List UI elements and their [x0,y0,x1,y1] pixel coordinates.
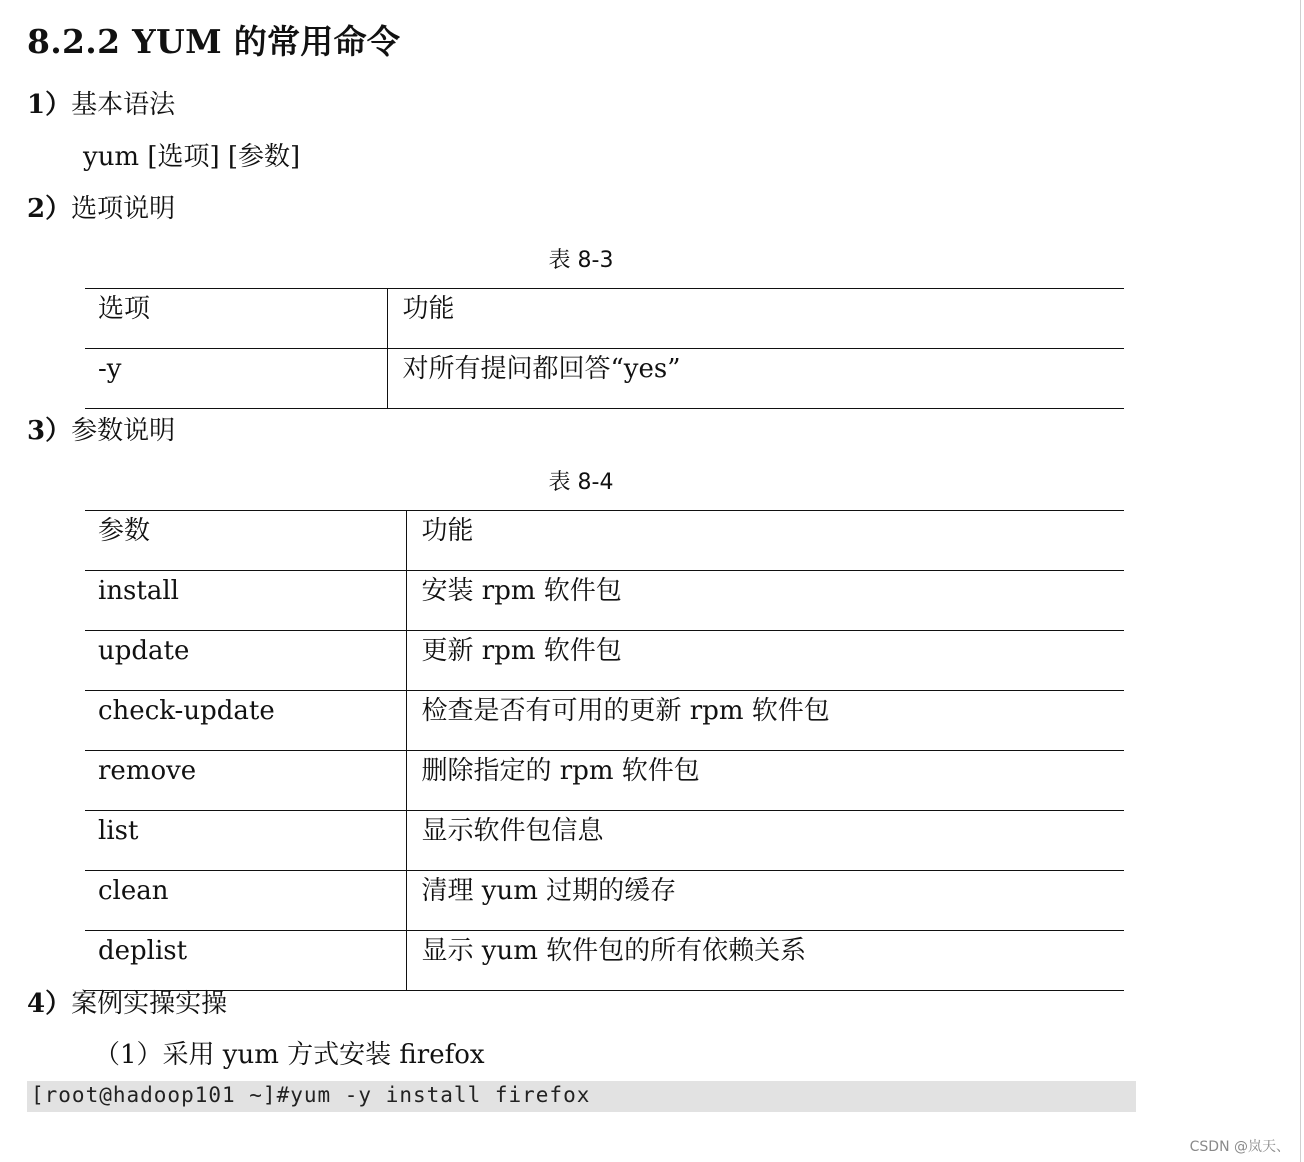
table-header-row [85,511,1124,571]
table-header-row [85,289,1124,349]
table-cell-param: update [85,631,406,691]
watermark: CSDN @岚天、 [1189,1139,1290,1155]
table-header-cell: 功能 [387,289,1124,349]
table-cell-function: 安装 rpm 软件包 [406,571,1124,631]
table-cell-param: list [85,811,406,871]
table-row [85,751,1124,811]
table-row [85,691,1124,751]
table-caption-8-3: 表 8-3 [548,248,614,273]
section-title: 参数说明 [71,416,176,446]
syntax-line: yum [选项] [参数] [83,142,301,172]
table-row [85,631,1124,691]
table-row [85,811,1124,871]
table-row [85,931,1124,991]
table-header-cell: 功能 [406,511,1124,571]
table-cell-param: check-update [85,691,406,751]
page-title: 8.2.2 YUM 的常用命令 [27,22,401,61]
page-edge-rule [1300,0,1301,1162]
table-cell-function: 显示 yum 软件包的所有依赖关系 [406,931,1124,991]
table-cell-function: 删除指定的 rpm 软件包 [406,751,1124,811]
table-row [85,871,1124,931]
section-heading-options [27,188,175,225]
table-row [85,349,1124,409]
section-title: 基本语法 [71,90,176,120]
section-heading-params [27,410,175,447]
table-cell-function: 对所有提问都回答“yes” [387,349,1124,409]
table-header-cell: 选项 [85,289,387,349]
section-number: 3） [27,416,72,446]
table-cell-function: 显示软件包信息 [406,811,1124,871]
section-number: 2） [27,194,72,224]
section-number: 1） [27,90,72,120]
table-caption-8-4: 表 8-4 [548,470,614,495]
table-cell-function: 更新 rpm 软件包 [406,631,1124,691]
table-row [85,571,1124,631]
section-heading-case [27,983,227,1020]
params-table [85,510,1124,991]
table-cell-param: remove [85,751,406,811]
section-heading-syntax [27,84,175,121]
table-cell-param: install [85,571,406,631]
section-number: 4） [27,989,72,1019]
section-title: 案例实操实操 [71,989,228,1019]
section-title: 选项说明 [71,194,176,224]
code-block [27,1081,1136,1112]
table-header-cell: 参数 [85,511,406,571]
case-step-label: （1）采用 yum 方式安装 firefox [94,1040,485,1070]
table-cell-function: 清理 yum 过期的缓存 [406,871,1124,931]
table-cell-function: 检查是否有可用的更新 rpm 软件包 [406,691,1124,751]
table-cell-param: deplist [85,931,406,991]
code-command: [root@hadoop101 ~]#yum -y install firefox [31,1083,591,1107]
table-cell-option: -y [85,349,387,409]
table-cell-param: clean [85,871,406,931]
options-table [85,288,1124,409]
